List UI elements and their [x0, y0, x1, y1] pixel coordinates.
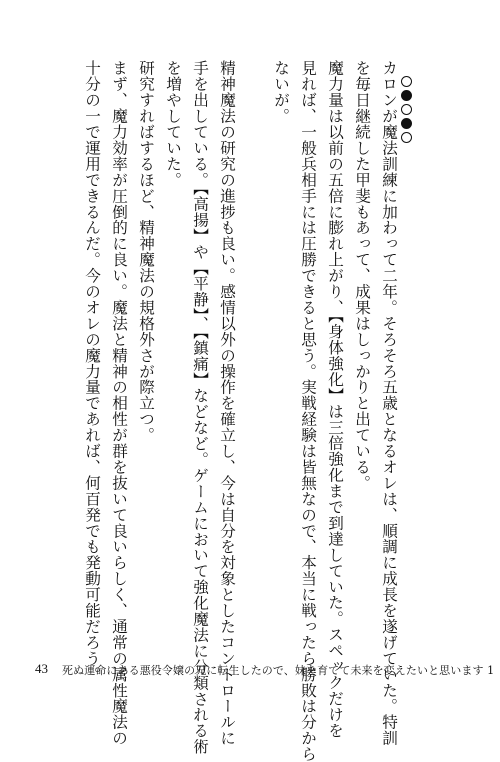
marker-dot-filled [401, 90, 412, 101]
text-column: カロンが魔法訓練に加わって二年。そろそろ五歳となるオレは、順調に成長を遂げていた。特訓 [380, 60, 398, 746]
text-column: を毎日継続した甲斐もあって、成果はしっかりと出ている。 [353, 60, 371, 491]
blank-line [240, 60, 267, 645]
text-column: 十分の一で運用できるんだ。今のオレの魔力量であれば、何百発でも発動可能だろう。 [83, 60, 101, 683]
text-column: 見れば、一般兵相手には圧勝できると思う。実戦経験は皆無なので、本当に戦ったら勝敗は分から [299, 60, 317, 762]
text-column: 精神魔法の研究の進捗も良い。感情以外の操作を確立し、今は自分を対象としたコントロールに [218, 60, 236, 746]
text-column: 魔力量は以前の五倍に膨れ上がり、【身体強化】は三倍強化まで到達していた。スペックだけを [326, 60, 344, 739]
text-column: まず、魔力効率が圧倒的に良い。魔法と精神の相性が群を抜いて良いらしく、通常の属性魔法の [110, 60, 128, 746]
section-break-marker [401, 76, 415, 143]
running-title: 死ぬ運命にある悪役令嬢の兄に転生したので、妹を育てて未来を変えたいと思います 1 [62, 664, 495, 677]
marker-dot-empty [401, 132, 412, 143]
marker-dot-empty [401, 104, 412, 115]
text-column: ないが。 [272, 60, 290, 124]
text-column: を増やしていた。 [164, 60, 182, 188]
text-column: 研究すればするほど、精神魔法の規格外さが際立つ。 [137, 60, 155, 443]
marker-dot-filled [401, 118, 412, 129]
marker-dot-empty [401, 76, 412, 87]
page-number: 43 [35, 661, 48, 676]
text-column: 手を出している。【高揚】や【平静】、【鎮痛】などなど。ゲームにおいて強化魔法に分類される術 [191, 60, 209, 755]
